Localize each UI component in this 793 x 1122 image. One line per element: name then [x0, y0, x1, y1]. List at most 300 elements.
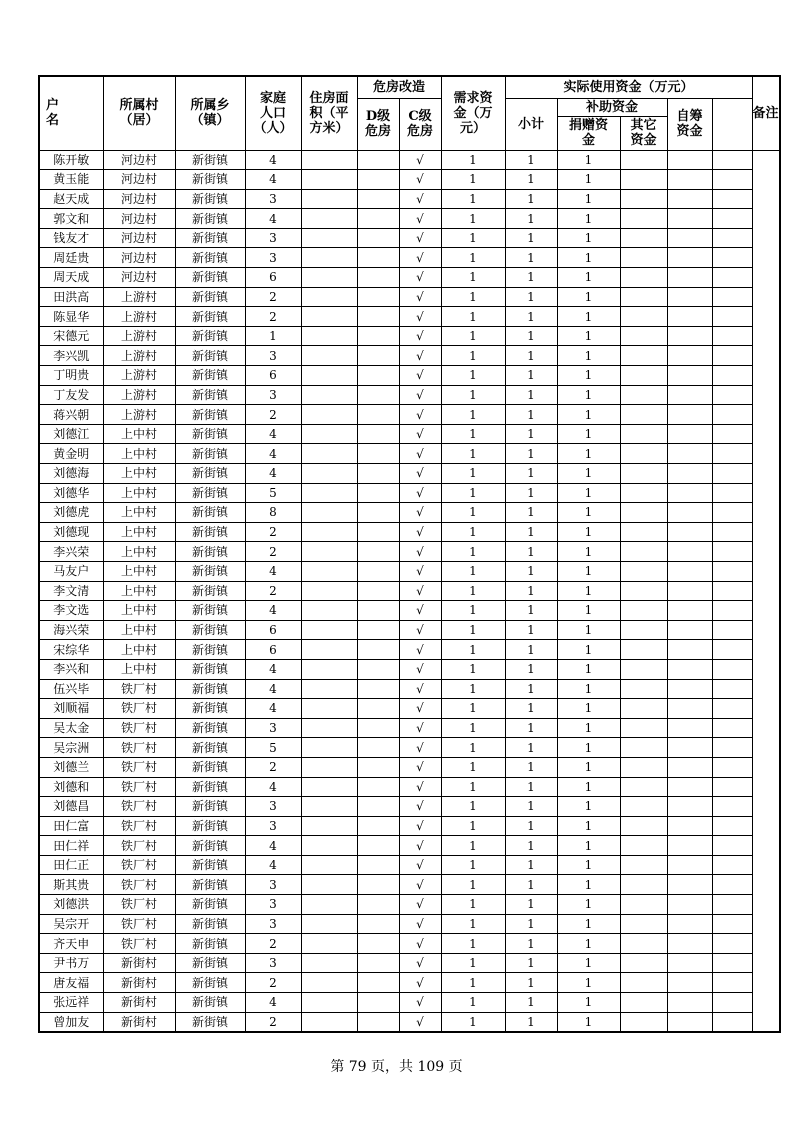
cell-need: 1 — [441, 209, 505, 229]
cell-area — [301, 209, 357, 229]
cell-donation: 1 — [557, 601, 620, 621]
cell-self — [667, 973, 712, 993]
cell-grade-c: √ — [399, 307, 441, 327]
cell-subtotal: 1 — [505, 738, 557, 758]
cell-name: 刘德海 — [39, 464, 103, 484]
cell-population: 2 — [245, 405, 301, 425]
header-other-line: 其它 — [630, 118, 657, 133]
cell-grade-d — [357, 346, 399, 366]
header-other — [620, 116, 667, 150]
cell-grade-c: √ — [399, 895, 441, 915]
cell-subtotal: 1 — [505, 561, 557, 581]
header-other-line: 资金 — [630, 133, 657, 148]
table-row — [39, 464, 780, 484]
cell-town: 新街镇 — [175, 679, 245, 699]
cell-grade-d — [357, 444, 399, 464]
cell-town: 新街镇 — [175, 953, 245, 973]
cell-town: 新街镇 — [175, 209, 245, 229]
cell-other — [620, 757, 667, 777]
table-row — [39, 620, 780, 640]
cell-remark — [712, 659, 752, 679]
cell-grade-c: √ — [399, 640, 441, 660]
cell-population: 2 — [245, 307, 301, 327]
cell-town: 新街镇 — [175, 1012, 245, 1032]
cell-need: 1 — [441, 385, 505, 405]
cell-name: 李文选 — [39, 601, 103, 621]
cell-self — [667, 620, 712, 640]
cell-self — [667, 757, 712, 777]
cell-population: 5 — [245, 738, 301, 758]
cell-village: 上中村 — [103, 424, 175, 444]
cell-other — [620, 797, 667, 817]
cell-grade-d — [357, 503, 399, 523]
header-donation-line: 金 — [581, 133, 595, 148]
cell-grade-d — [357, 757, 399, 777]
cell-grade-d — [357, 405, 399, 425]
cell-self — [667, 444, 712, 464]
cell-need: 1 — [441, 757, 505, 777]
cell-village: 铁厂村 — [103, 816, 175, 836]
cell-other — [620, 150, 667, 170]
cell-grade-c: √ — [399, 268, 441, 288]
table-row — [39, 503, 780, 523]
cell-population: 6 — [245, 268, 301, 288]
cell-other — [620, 424, 667, 444]
cell-remark — [712, 640, 752, 660]
cell-need: 1 — [441, 287, 505, 307]
cell-donation: 1 — [557, 444, 620, 464]
cell-area — [301, 953, 357, 973]
cell-self — [667, 424, 712, 444]
cell-self — [667, 993, 712, 1013]
cell-area — [301, 444, 357, 464]
cell-grade-d — [357, 307, 399, 327]
cell-self — [667, 699, 712, 719]
header-name: 户 名 — [39, 76, 103, 150]
cell-name: 田仁富 — [39, 816, 103, 836]
cell-name: 吴宗洲 — [39, 738, 103, 758]
cell-town: 新街镇 — [175, 777, 245, 797]
cell-donation: 1 — [557, 1012, 620, 1032]
header-village-line: （居） — [119, 113, 159, 129]
cell-grade-c: √ — [399, 150, 441, 170]
cell-need: 1 — [441, 640, 505, 660]
table-container — [38, 75, 781, 1033]
cell-village: 铁厂村 — [103, 757, 175, 777]
cell-self — [667, 561, 712, 581]
cell-grade-c: √ — [399, 993, 441, 1013]
cell-need: 1 — [441, 620, 505, 640]
cell-grade-d — [357, 836, 399, 856]
cell-population: 4 — [245, 150, 301, 170]
cell-donation: 1 — [557, 170, 620, 190]
table-row — [39, 953, 780, 973]
cell-area — [301, 679, 357, 699]
cell-need: 1 — [441, 444, 505, 464]
cell-need: 1 — [441, 855, 505, 875]
cell-area — [301, 816, 357, 836]
cell-donation: 1 — [557, 620, 620, 640]
cell-self — [667, 836, 712, 856]
cell-grade-c: √ — [399, 659, 441, 679]
cell-donation: 1 — [557, 738, 620, 758]
header-population-line: 家庭 — [259, 90, 286, 106]
cell-other — [620, 640, 667, 660]
cell-need: 1 — [441, 228, 505, 248]
cell-grade-d — [357, 248, 399, 268]
cell-village: 铁厂村 — [103, 777, 175, 797]
cell-grade-c: √ — [399, 601, 441, 621]
cell-village: 上游村 — [103, 405, 175, 425]
table-row — [39, 405, 780, 425]
cell-village: 铁厂村 — [103, 855, 175, 875]
cell-self — [667, 366, 712, 386]
cell-population: 3 — [245, 228, 301, 248]
cell-town: 新街镇 — [175, 620, 245, 640]
cell-grade-c: √ — [399, 757, 441, 777]
cell-area — [301, 287, 357, 307]
cell-subtotal: 1 — [505, 836, 557, 856]
cell-name: 刘德洪 — [39, 895, 103, 915]
cell-need: 1 — [441, 816, 505, 836]
cell-area — [301, 170, 357, 190]
cell-self — [667, 483, 712, 503]
cell-other — [620, 522, 667, 542]
cell-need: 1 — [441, 777, 505, 797]
cell-grade-d — [357, 640, 399, 660]
cell-other — [620, 561, 667, 581]
cell-population: 2 — [245, 542, 301, 562]
cell-population: 4 — [245, 601, 301, 621]
cell-subtotal: 1 — [505, 405, 557, 425]
table-row — [39, 444, 780, 464]
cell-grade-c: √ — [399, 973, 441, 993]
cell-grade-d — [357, 287, 399, 307]
cell-need: 1 — [441, 581, 505, 601]
cell-other — [620, 953, 667, 973]
table-row — [39, 640, 780, 660]
cell-donation: 1 — [557, 268, 620, 288]
table-row — [39, 209, 780, 229]
cell-grade-c: √ — [399, 620, 441, 640]
header-grade-d-line: D级 — [365, 109, 391, 124]
cell-grade-d — [357, 228, 399, 248]
cell-population: 2 — [245, 581, 301, 601]
cell-name: 蒋兴朝 — [39, 405, 103, 425]
cell-need: 1 — [441, 914, 505, 934]
cell-self — [667, 718, 712, 738]
cell-town: 新街镇 — [175, 170, 245, 190]
cell-town: 新街镇 — [175, 248, 245, 268]
cell-area — [301, 601, 357, 621]
cell-subtotal: 1 — [505, 973, 557, 993]
cell-town: 新街镇 — [175, 973, 245, 993]
cell-village: 上中村 — [103, 522, 175, 542]
cell-remark — [712, 738, 752, 758]
header-area-line: 住房面 — [309, 90, 349, 106]
cell-need: 1 — [441, 346, 505, 366]
cell-remark — [712, 797, 752, 817]
cell-grade-c: √ — [399, 464, 441, 484]
cell-donation: 1 — [557, 385, 620, 405]
cell-name: 田仁祥 — [39, 836, 103, 856]
cell-area — [301, 326, 357, 346]
cell-grade-c: √ — [399, 934, 441, 954]
table-row — [39, 542, 780, 562]
cell-other — [620, 855, 667, 875]
cell-name: 赵天成 — [39, 189, 103, 209]
cell-self — [667, 228, 712, 248]
cell-subtotal: 1 — [505, 542, 557, 562]
cell-name: 吴宗开 — [39, 914, 103, 934]
cell-other — [620, 248, 667, 268]
cell-grade-c: √ — [399, 875, 441, 895]
cell-town: 新街镇 — [175, 483, 245, 503]
cell-town: 新街镇 — [175, 522, 245, 542]
cell-village: 上中村 — [103, 620, 175, 640]
cell-area — [301, 522, 357, 542]
cell-grade-c: √ — [399, 170, 441, 190]
cell-population: 6 — [245, 366, 301, 386]
cell-grade-c: √ — [399, 738, 441, 758]
cell-other — [620, 895, 667, 915]
cell-remark — [712, 581, 752, 601]
cell-area — [301, 150, 357, 170]
cell-village: 上中村 — [103, 581, 175, 601]
header-grade-d-line: 危房 — [364, 124, 391, 139]
cell-grade-c: √ — [399, 483, 441, 503]
cell-area — [301, 248, 357, 268]
cell-name: 李兴和 — [39, 659, 103, 679]
cell-subtotal: 1 — [505, 209, 557, 229]
cell-area — [301, 797, 357, 817]
header-donation-line: 捐赠资 — [568, 118, 608, 133]
table-row — [39, 581, 780, 601]
cell-name: 刘顺福 — [39, 699, 103, 719]
cell-remark — [712, 189, 752, 209]
cell-remark — [712, 855, 752, 875]
table-row — [39, 973, 780, 993]
cell-name: 丁友发 — [39, 385, 103, 405]
cell-town: 新街镇 — [175, 542, 245, 562]
cell-grade-c: √ — [399, 326, 441, 346]
cell-town: 新街镇 — [175, 914, 245, 934]
cell-population: 4 — [245, 424, 301, 444]
cell-grade-c: √ — [399, 366, 441, 386]
cell-name: 陈显华 — [39, 307, 103, 327]
table-row — [39, 385, 780, 405]
cell-area — [301, 366, 357, 386]
cell-subtotal: 1 — [505, 503, 557, 523]
cell-subtotal: 1 — [505, 464, 557, 484]
header-population-line: 人口 — [259, 105, 286, 121]
cell-town: 新街镇 — [175, 934, 245, 954]
cell-town: 新街镇 — [175, 464, 245, 484]
cell-subtotal: 1 — [505, 777, 557, 797]
cell-remark — [712, 268, 752, 288]
cell-name: 田仁正 — [39, 855, 103, 875]
cell-name: 马友户 — [39, 561, 103, 581]
cell-grade-d — [357, 366, 399, 386]
cell-area — [301, 385, 357, 405]
header-village — [103, 76, 175, 150]
cell-need: 1 — [441, 659, 505, 679]
cell-village: 河边村 — [103, 209, 175, 229]
cell-town: 新街镇 — [175, 738, 245, 758]
cell-subtotal: 1 — [505, 855, 557, 875]
cell-name: 周廷贵 — [39, 248, 103, 268]
cell-population: 4 — [245, 777, 301, 797]
cell-village: 铁厂村 — [103, 836, 175, 856]
cell-village: 上游村 — [103, 287, 175, 307]
cell-grade-d — [357, 581, 399, 601]
cell-population: 3 — [245, 816, 301, 836]
cell-other — [620, 777, 667, 797]
cell-subtotal: 1 — [505, 875, 557, 895]
cell-subtotal: 1 — [505, 797, 557, 817]
cell-area — [301, 503, 357, 523]
cell-need: 1 — [441, 718, 505, 738]
cell-other — [620, 326, 667, 346]
cell-name: 宋德元 — [39, 326, 103, 346]
header-remark: 备注 — [752, 76, 780, 150]
cell-other — [620, 914, 667, 934]
cell-town: 新街镇 — [175, 895, 245, 915]
cell-town: 新街镇 — [175, 601, 245, 621]
cell-remark — [712, 170, 752, 190]
cell-name: 刘德兰 — [39, 757, 103, 777]
cell-grade-d — [357, 875, 399, 895]
cell-remark — [712, 366, 752, 386]
cell-subtotal: 1 — [505, 953, 557, 973]
header-self-line: 资金 — [676, 124, 703, 139]
table-row — [39, 914, 780, 934]
cell-town: 新街镇 — [175, 366, 245, 386]
cell-donation: 1 — [557, 816, 620, 836]
cell-population: 2 — [245, 934, 301, 954]
cell-donation: 1 — [557, 659, 620, 679]
cell-other — [620, 170, 667, 190]
cell-subtotal: 1 — [505, 326, 557, 346]
cell-village: 上游村 — [103, 346, 175, 366]
table-row — [39, 659, 780, 679]
cell-remark — [712, 1012, 752, 1032]
cell-grade-c: √ — [399, 797, 441, 817]
cell-donation: 1 — [557, 797, 620, 817]
cell-remark — [712, 209, 752, 229]
cell-population: 4 — [245, 561, 301, 581]
cell-area — [301, 836, 357, 856]
cell-remark — [712, 561, 752, 581]
cell-remark — [712, 228, 752, 248]
cell-village: 新街村 — [103, 973, 175, 993]
cell-name: 唐友福 — [39, 973, 103, 993]
cell-area — [301, 914, 357, 934]
cell-other — [620, 268, 667, 288]
cell-town: 新街镇 — [175, 797, 245, 817]
header-town-line: （镇） — [190, 113, 230, 129]
cell-grade-d — [357, 424, 399, 444]
cell-grade-d — [357, 699, 399, 719]
cell-town: 新街镇 — [175, 326, 245, 346]
table-row — [39, 934, 780, 954]
header-actual: 实际使用资金（万元） — [505, 76, 752, 98]
cell-subtotal: 1 — [505, 895, 557, 915]
cell-need: 1 — [441, 503, 505, 523]
cell-town: 新街镇 — [175, 699, 245, 719]
cell-other — [620, 581, 667, 601]
cell-grade-c: √ — [399, 522, 441, 542]
cell-other — [620, 405, 667, 425]
cell-donation: 1 — [557, 248, 620, 268]
cell-village: 河边村 — [103, 248, 175, 268]
cell-donation: 1 — [557, 405, 620, 425]
cell-other — [620, 875, 667, 895]
cell-remark — [712, 777, 752, 797]
cell-self — [667, 346, 712, 366]
table-row — [39, 483, 780, 503]
cell-self — [667, 875, 712, 895]
housing-table — [38, 75, 781, 1033]
cell-remark — [712, 346, 752, 366]
header-area-line: 方米） — [309, 120, 349, 136]
cell-subtotal: 1 — [505, 248, 557, 268]
cell-area — [301, 934, 357, 954]
cell-town: 新街镇 — [175, 228, 245, 248]
cell-remark — [712, 836, 752, 856]
cell-area — [301, 405, 357, 425]
cell-remark — [712, 287, 752, 307]
cell-grade-d — [357, 170, 399, 190]
cell-population: 2 — [245, 287, 301, 307]
cell-village: 上中村 — [103, 503, 175, 523]
cell-other — [620, 816, 667, 836]
cell-area — [301, 718, 357, 738]
header-donation — [557, 116, 620, 150]
cell-remark — [712, 973, 752, 993]
cell-population: 3 — [245, 875, 301, 895]
cell-area — [301, 993, 357, 1013]
cell-grade-c: √ — [399, 287, 441, 307]
cell-remark — [712, 150, 752, 170]
cell-grade-c: √ — [399, 699, 441, 719]
cell-self — [667, 934, 712, 954]
cell-need: 1 — [441, 483, 505, 503]
cell-remark — [712, 601, 752, 621]
table-row — [39, 346, 780, 366]
cell-donation: 1 — [557, 855, 620, 875]
cell-grade-d — [357, 718, 399, 738]
cell-donation: 1 — [557, 895, 620, 915]
cell-grade-d — [357, 620, 399, 640]
cell-name: 李兴荣 — [39, 542, 103, 562]
cell-name: 黄玉能 — [39, 170, 103, 190]
cell-other — [620, 503, 667, 523]
cell-self — [667, 659, 712, 679]
header-grade-c-line: 危房 — [406, 124, 433, 139]
cell-village: 铁厂村 — [103, 895, 175, 915]
cell-name: 宋综华 — [39, 640, 103, 660]
cell-village: 上中村 — [103, 601, 175, 621]
cell-name: 齐天申 — [39, 934, 103, 954]
cell-remark — [712, 307, 752, 327]
header-town-line: 所属乡 — [190, 98, 230, 114]
header-self — [667, 98, 712, 150]
cell-need: 1 — [441, 561, 505, 581]
cell-remark — [712, 953, 752, 973]
cell-remark — [712, 522, 752, 542]
cell-population: 2 — [245, 1012, 301, 1032]
